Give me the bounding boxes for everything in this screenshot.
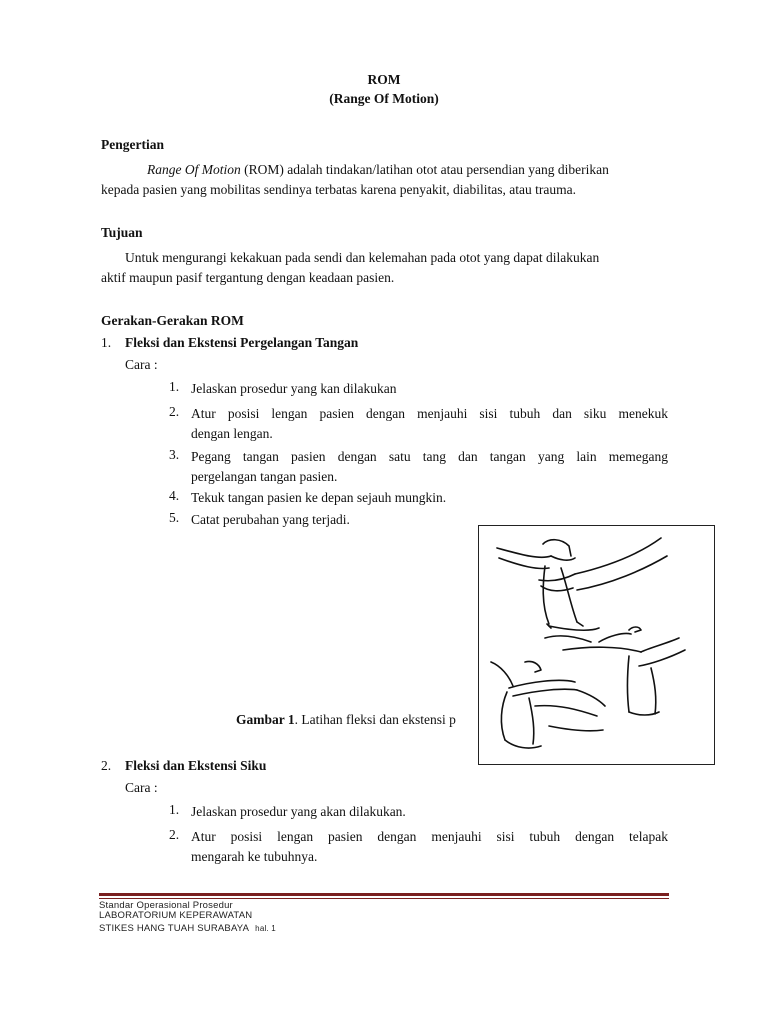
footer-line2: LABORATORIUM KEPERAWATAN (99, 910, 253, 921)
section1-cara: Cara : (125, 357, 158, 372)
s1-step5-number: 5. (169, 510, 180, 525)
tujuan-heading: Tujuan (101, 225, 143, 240)
s1-step1-text: Jelaskan prosedur yang kan dilakukan (191, 381, 397, 396)
footer-line1: Standar Operasional Prosedur (99, 900, 233, 911)
tujuan-line1: Untuk mengurangi kekakuan pada sendi dan kelemahan pada otot yang dapat dilakukan (125, 250, 600, 265)
footer-line3 (99, 923, 276, 934)
s2-step1-number: 1. (169, 802, 180, 817)
middle-hands-illustration (545, 627, 685, 715)
s1-step3-number: 3. (169, 447, 180, 462)
s1-step5-text: Catat perubahan yang terjadi. (191, 512, 350, 527)
s1-step3-line1: Pegang tangan pasien dengan satu tang dan tangan yang lain memegang (191, 449, 668, 464)
s2-step2-line1: Atur posisi lengan pasien dengan menjauhi sisi tubuh dengan telapak (191, 829, 668, 844)
footer-institution: STIKES HANG TUAH SURABAYA (99, 923, 250, 934)
term-range-of-motion: Range Of Motion (147, 162, 241, 177)
s1-step2-text (191, 404, 668, 444)
s1-step4-number: 4. (169, 488, 180, 503)
s1-step1-number: 1. (169, 379, 180, 394)
figure1-illustration (478, 525, 715, 765)
section1-number: 1. (101, 335, 112, 350)
figure1-caption-text: . Latihan fleksi dan ekstensi p (294, 712, 456, 727)
s2-step1-text: Jelaskan prosedur yang akan dilakukan. (191, 804, 406, 819)
section1-title: Fleksi dan Ekstensi Pergelangan Tangan (125, 335, 359, 350)
s1-step3-text (191, 447, 668, 487)
s2-step2-line2: mengarah ke tubuhnya. (191, 849, 318, 864)
section2-number: 2. (101, 758, 112, 773)
gerakan-heading: Gerakan-Gerakan ROM (101, 313, 244, 328)
s2-step2-number: 2. (169, 827, 180, 842)
s1-step2-line1: Atur posisi lengan pasien dengan menjauhi sisi tubuh dan siku menekuk (191, 406, 668, 421)
s1-step2-number: 2. (169, 404, 180, 419)
s1-step4-text: Tekuk tangan pasien ke depan sejauh mungkin. (191, 490, 447, 505)
s2-step2-text (191, 827, 668, 867)
section2-title: Fleksi dan Ekstensi Siku (125, 758, 267, 773)
footer-rule (99, 893, 669, 899)
page-subtitle: (Range Of Motion) (329, 91, 439, 106)
tujuan-paragraph (101, 248, 668, 288)
s1-step3-line2: pergelangan tangan pasien. (191, 469, 338, 484)
pengertian-line2: kepada pasien yang mobilitas sendinya terbatas karena penyakit, diabilitas, atau trauma. (101, 182, 576, 197)
pengertian-heading: Pengertian (101, 137, 164, 152)
pengertian-paragraph (101, 160, 668, 200)
bottom-hands-illustration (491, 661, 605, 748)
page-title: ROM (367, 72, 401, 87)
pengertian-line1: (ROM) adalah tindakan/latihan otot atau persendian yang diberikan (240, 162, 609, 177)
top-hands-illustration (497, 538, 667, 630)
section2-cara: Cara : (125, 780, 158, 795)
page-number: hal. 1 (255, 924, 276, 933)
figure1-caption-label: Gambar 1 (236, 712, 295, 727)
tujuan-line2: aktif maupun pasif tergantung dengan keadaan pasien. (101, 270, 395, 285)
s1-step2-line2: dengan lengan. (191, 426, 273, 441)
figure1-caption (236, 712, 456, 728)
